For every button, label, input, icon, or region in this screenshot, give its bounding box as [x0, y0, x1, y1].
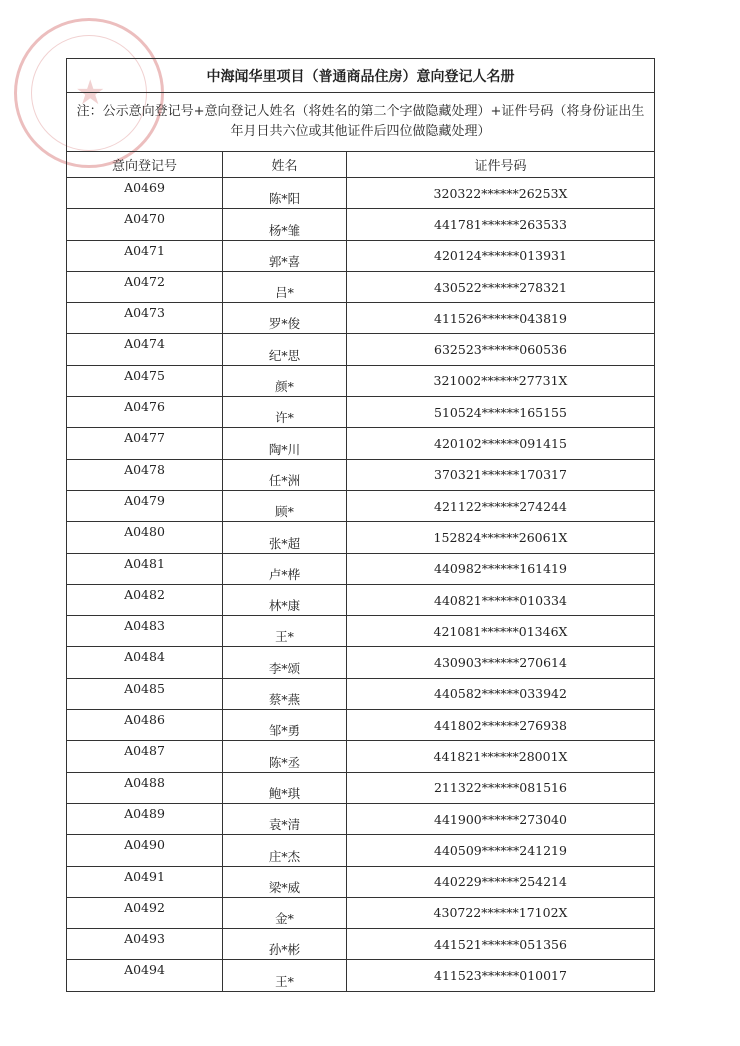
name-cell: 郭*喜 [223, 240, 347, 271]
table-row [67, 647, 655, 678]
cert-cell: 441781******263533 [347, 209, 655, 240]
table-title: 中海闻华里项目（普通商品住房）意向登记人名册 [67, 59, 655, 93]
name-cell: 孙*彬 [223, 929, 347, 960]
header-row [67, 152, 655, 178]
table-row [67, 772, 655, 803]
name-cell: 梁*威 [223, 866, 347, 897]
cert-cell: 441521******051356 [347, 929, 655, 960]
reg-no-cell: A0486 [67, 710, 223, 741]
registrant-table [66, 58, 655, 992]
reg-no-cell: A0493 [67, 929, 223, 960]
cert-cell: 411526******043819 [347, 303, 655, 334]
header-reg-no: 意向登记号 [67, 152, 223, 178]
cert-cell: 430722******17102X [347, 897, 655, 928]
name-cell: 卢*桦 [223, 553, 347, 584]
reg-no-cell: A0473 [67, 303, 223, 334]
name-cell: 蔡*燕 [223, 678, 347, 709]
cert-cell: 411523******010017 [347, 960, 655, 991]
table-row [67, 428, 655, 459]
table-row [67, 929, 655, 960]
table-row [67, 616, 655, 647]
cert-cell: 440509******241219 [347, 835, 655, 866]
header-cert: 证件号码 [347, 152, 655, 178]
name-cell: 陈*阳 [223, 178, 347, 209]
reg-no-cell: A0483 [67, 616, 223, 647]
table-row [67, 584, 655, 615]
cert-cell: 441802******276938 [347, 710, 655, 741]
cert-cell: 320322******26253X [347, 178, 655, 209]
name-cell: 张*超 [223, 522, 347, 553]
name-cell: 顾* [223, 490, 347, 521]
reg-no-cell: A0470 [67, 209, 223, 240]
reg-no-cell: A0487 [67, 741, 223, 772]
cert-cell: 430522******278321 [347, 271, 655, 302]
cert-cell: 152824******26061X [347, 522, 655, 553]
name-cell: 吕* [223, 271, 347, 302]
cert-cell: 441900******273040 [347, 803, 655, 834]
table-row [67, 960, 655, 991]
reg-no-cell: A0494 [67, 960, 223, 991]
cert-cell: 632523******060536 [347, 334, 655, 365]
title-row [67, 59, 655, 93]
table-row [67, 209, 655, 240]
table-row [67, 459, 655, 490]
cert-cell: 440821******010334 [347, 584, 655, 615]
name-cell: 许* [223, 397, 347, 428]
table-row [67, 553, 655, 584]
reg-no-cell: A0471 [67, 240, 223, 271]
table-row [67, 397, 655, 428]
reg-no-cell: A0480 [67, 522, 223, 553]
reg-no-cell: A0489 [67, 803, 223, 834]
table-row [67, 866, 655, 897]
cert-cell: 440229******254214 [347, 866, 655, 897]
cert-cell: 441821******28001X [347, 741, 655, 772]
name-cell: 邹*勇 [223, 710, 347, 741]
name-cell: 王* [223, 960, 347, 991]
table-row [67, 678, 655, 709]
reg-no-cell: A0490 [67, 835, 223, 866]
name-cell: 庄*杰 [223, 835, 347, 866]
name-cell: 林*康 [223, 584, 347, 615]
cert-cell: 440982******161419 [347, 553, 655, 584]
reg-no-cell: A0491 [67, 866, 223, 897]
seal-star-icon: ★ [75, 73, 106, 113]
name-cell: 任*洲 [223, 459, 347, 490]
reg-no-cell: A0472 [67, 271, 223, 302]
table-row [67, 803, 655, 834]
name-cell: 金* [223, 897, 347, 928]
reg-no-cell: A0478 [67, 459, 223, 490]
table-row [67, 303, 655, 334]
reg-no-cell: A0474 [67, 334, 223, 365]
reg-no-cell: A0488 [67, 772, 223, 803]
table-row [67, 271, 655, 302]
cert-cell: 430903******270614 [347, 647, 655, 678]
table-row [67, 835, 655, 866]
name-cell: 王* [223, 616, 347, 647]
reg-no-cell: A0485 [67, 678, 223, 709]
reg-no-cell: A0476 [67, 397, 223, 428]
table-row [67, 334, 655, 365]
table-row [67, 710, 655, 741]
cert-cell: 420102******091415 [347, 428, 655, 459]
name-cell: 陶*川 [223, 428, 347, 459]
cert-cell: 420124******013931 [347, 240, 655, 271]
cert-cell: 370321******170317 [347, 459, 655, 490]
cert-cell: 421081******01346X [347, 616, 655, 647]
reg-no-cell: A0477 [67, 428, 223, 459]
name-cell: 袁*清 [223, 803, 347, 834]
table-row [67, 178, 655, 209]
name-cell: 陈*丞 [223, 741, 347, 772]
cert-cell: 421122******274244 [347, 490, 655, 521]
table-row [67, 522, 655, 553]
table-note: 注：公示意向登记号+意向登记人姓名（将姓名的第二个字做隐藏处理）+证件号码（将身份证出生年月日共六位或其他证件后四位做隐藏处理） [67, 93, 655, 152]
name-cell: 罗*俊 [223, 303, 347, 334]
reg-no-cell: A0484 [67, 647, 223, 678]
header-name: 姓名 [223, 152, 347, 178]
cert-cell: 440582******033942 [347, 678, 655, 709]
reg-no-cell: A0469 [67, 178, 223, 209]
name-cell: 颜* [223, 365, 347, 396]
reg-no-cell: A0475 [67, 365, 223, 396]
reg-no-cell: A0479 [67, 490, 223, 521]
note-row [67, 93, 655, 152]
table-row [67, 897, 655, 928]
cert-cell: 321002******27731X [347, 365, 655, 396]
name-cell: 鲍*琪 [223, 772, 347, 803]
table-row [67, 741, 655, 772]
name-cell: 杨*雏 [223, 209, 347, 240]
table-row [67, 365, 655, 396]
table-row [67, 490, 655, 521]
reg-no-cell: A0492 [67, 897, 223, 928]
name-cell: 李*颂 [223, 647, 347, 678]
reg-no-cell: A0482 [67, 584, 223, 615]
table-row [67, 240, 655, 271]
reg-no-cell: A0481 [67, 553, 223, 584]
cert-cell: 510524******165155 [347, 397, 655, 428]
cert-cell: 211322******081516 [347, 772, 655, 803]
name-cell: 纪*思 [223, 334, 347, 365]
